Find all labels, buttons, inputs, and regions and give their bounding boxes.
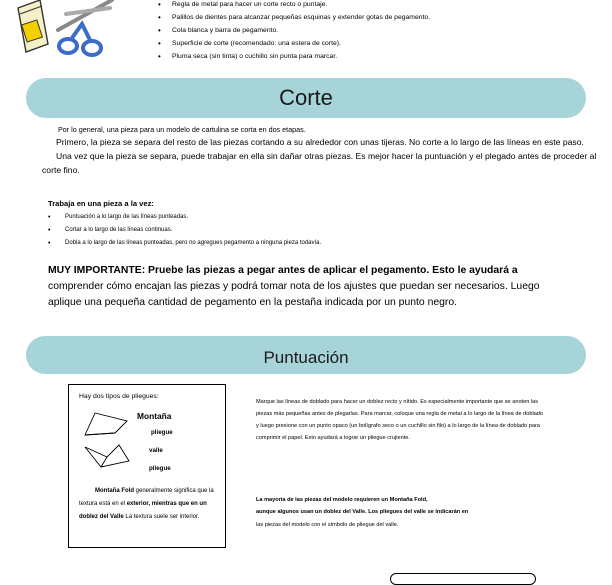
fold-types-box <box>68 384 226 548</box>
bold-text: Montaña Fold <box>95 488 134 494</box>
important-note <box>48 263 568 311</box>
corte-body <box>42 124 598 177</box>
bold-text: Montaña Fold, <box>389 497 428 503</box>
list-item: • Pluma seca (sin tinta) o cuchillo sin punta para marcar. <box>158 50 430 63</box>
section-heading-puntuacion: Puntuación <box>26 336 586 374</box>
fold-diagram-icon <box>81 409 133 471</box>
important-bold-text: Pruebe las piezas a pegar antes de aplicar el pegamento. Esto le ayudará a <box>145 265 518 276</box>
bold-text: aunque algunos usan un doblez del Valle. Los pliegues del valle se indicarán en <box>256 509 469 516</box>
work-title: Trabaja en una pieza a la vez: <box>48 199 154 208</box>
list-item: • Cortar a lo largo de las líneas continuas. <box>48 224 321 237</box>
scoring-paragraph: Marque las líneas de doblado para hacer un doblez recto y nítido. Es especialmente importante que se anoten las piezas más pequeñas antes de plegarlas. Para marcar, coloque una regla de metal a lo largo de la línea de doblado y luego presione con un punto opaco (un bolígrafo seco o un cuchillo sin filo) a lo largo de la línea de doblado para comprimir el papel. Esto ayudará a lograr un pliegue crujiente. <box>256 399 544 442</box>
work-list <box>48 211 321 250</box>
valley-label: valle <box>149 447 163 454</box>
list-item: • Regla de metal para hacer un corte recto o puntaje. <box>158 0 430 11</box>
important-text: comprender cómo encajan las piezas y podrá tomar nota de los ajustes que puedan ser necesarios. Luego aplique una pequeña cantidad de pegamento en la pestaña indicada por un punto negro. <box>48 281 540 308</box>
section-heading-corte: Corte <box>26 78 586 118</box>
paragraph: Por lo general, una pieza para un modelo de cartulina se corta en dos etapas. <box>58 125 306 134</box>
rounded-frame <box>390 573 536 585</box>
fold-box-description <box>79 485 224 524</box>
glue-and-scissors-illustration <box>0 0 140 66</box>
text: La textura suele ser interior. <box>123 514 200 520</box>
important-label: MUY IMPORTANTE: <box>48 265 146 276</box>
paragraph: Una vez que la pieza se separa, puede trabajar en ella sin dañar otras piezas. Es mejor hacer la puntuación y el plegado antes de proceder al corte fino. <box>42 151 597 175</box>
tools-list <box>158 0 430 63</box>
bold-text: La mayoría de las piezas del modelo requieren un <box>256 497 390 503</box>
list-item: • Puntuación a lo largo de las líneas punteadas. <box>48 211 321 224</box>
fold-label: pliegue <box>149 465 171 472</box>
fold-box-title: Hay dos tipos de pliegues: <box>79 393 159 400</box>
text: las piezas del modelo con el símbolo de pliegue del valle. <box>256 521 399 528</box>
fold-label: pliegue <box>151 429 173 436</box>
scoring-paragraph-2 <box>256 494 546 531</box>
list-item: • Palillos de dientes para alcanzar pequeñas esquinas y extender gotas de pegamento. <box>158 11 430 24</box>
bold-text: exterior, mientras que en un doblez del Valle <box>79 501 207 520</box>
list-item: • Dobla a lo largo de las líneas punteadas, pero no agregues pegamento a ninguna pieza todavía. <box>48 237 321 250</box>
list-item: • Cola blanca y barra de pegamento. <box>158 24 430 37</box>
list-item: • Superficie de corte (recomendado: una estera de corte). <box>158 37 430 50</box>
mountain-label: Montaña <box>137 411 172 421</box>
paragraph: Primero, la pieza se separa del resto de las piezas cortando a su alrededor con unas tijeras. No corte a lo largo de las líneas en este paso. <box>56 137 584 147</box>
text: generalmente significa que la textura está en el <box>79 488 214 507</box>
